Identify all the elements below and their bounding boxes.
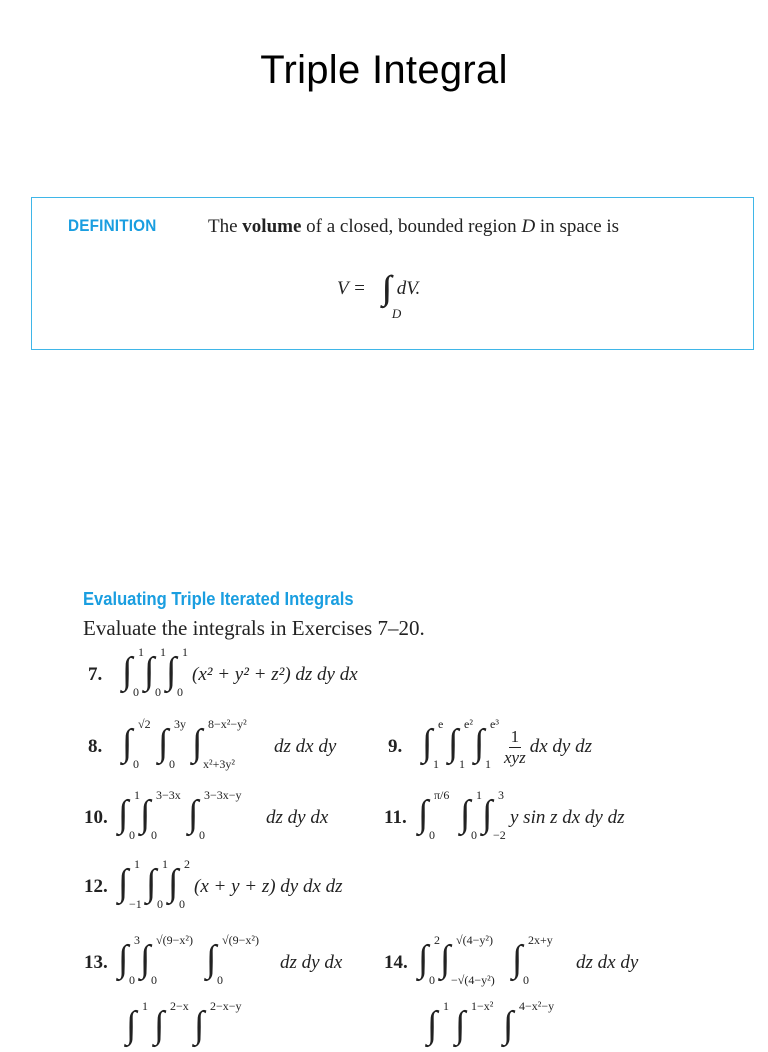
upper-limit: 1 <box>138 645 144 659</box>
integrand: dz dx dy <box>576 952 639 973</box>
lower-limit: 1 <box>485 757 491 771</box>
exercise-number: 11. <box>384 807 407 828</box>
lower-limit: 0 <box>217 973 223 987</box>
integrand: y sin z dx dy dz <box>510 807 625 828</box>
integral-sign: ∫ 2 0 <box>168 857 190 911</box>
integral-sign: ∫ 2−x <box>154 999 189 1046</box>
integral-sign: ∫ 1 <box>427 999 449 1046</box>
lower-limit: 0 <box>429 828 435 842</box>
exercise-7 <box>88 645 358 699</box>
integral-glyph: ∫∫∫ <box>381 270 383 307</box>
upper-limit: 1 <box>142 999 148 1013</box>
exercise-12 <box>84 857 343 911</box>
def-text-part: in space is <box>535 216 620 237</box>
integral-sign: ∫ √(9−x²) 0 <box>140 933 193 987</box>
lower-limit: 0 <box>177 685 183 699</box>
upper-limit: 1 <box>476 788 482 802</box>
upper-limit: √(4−y²) <box>456 933 493 947</box>
upper-limit: 3y <box>174 717 186 731</box>
lower-limit: 0 <box>151 828 157 842</box>
upper-limit: 3−3x <box>156 788 181 802</box>
integral-sign: ∫ 1−x² <box>455 999 494 1046</box>
integral-sign: ∫ 2−x−y <box>194 999 242 1046</box>
integral-sign: ∫ 4−x²−y <box>503 999 555 1046</box>
upper-limit: √(9−x²) <box>156 933 193 947</box>
numerator: 1 <box>510 726 520 746</box>
lower-limit: 0 <box>133 757 139 771</box>
lower-limit: −1 <box>129 897 142 911</box>
integral-sign: ∫ 1 0 <box>460 788 482 842</box>
integral-sign: ∫ 3y 0 <box>158 717 186 771</box>
lower-limit: −√(4−y²) <box>451 973 495 987</box>
integral-sign: ∫ 8−x²−y² x²+3y² <box>192 717 247 771</box>
integral-sign: ∫ 3 −2 <box>482 788 506 842</box>
integral-sign: ∫ 3 0 <box>118 933 140 987</box>
lower-limit: 1 <box>433 757 439 771</box>
upper-limit: 2−x <box>170 999 189 1013</box>
definition-box <box>31 197 754 350</box>
integrand: (x + y + z) dy dx dz <box>194 876 343 897</box>
upper-limit: 2 <box>184 857 190 871</box>
upper-limit: 1−x² <box>471 999 494 1013</box>
exercise-11 <box>384 788 625 842</box>
exercise-number: 10. <box>84 807 108 828</box>
lower-limit: 0 <box>129 828 135 842</box>
exercise-number: 13. <box>84 952 108 973</box>
triple-integral-sign <box>381 270 402 321</box>
upper-limit: e² <box>464 717 473 731</box>
integral-sign: ∫ 2x+y 0 <box>512 933 553 987</box>
exercise-9 <box>388 717 592 771</box>
integral-sign: ∫ √(4−y²) −√(4−y²) <box>440 933 495 987</box>
exercise-13 <box>84 933 343 987</box>
lower-limit: 0 <box>179 897 185 911</box>
denominator: xyz <box>504 747 526 767</box>
integrand: dz dx dy <box>274 736 337 757</box>
def-text-italic: D <box>521 216 536 237</box>
section-heading: Evaluating Triple Iterated Integrals <box>83 589 354 609</box>
upper-limit: √(9−x²) <box>222 933 259 947</box>
definition-label: DEFINITION <box>68 216 157 235</box>
fraction <box>504 727 526 768</box>
formula-lhs: V = <box>337 278 366 299</box>
integral-region: D <box>391 306 402 321</box>
integral-sign: ∫ 1 0 <box>122 645 144 699</box>
integral-sign: ∫ 1 0 <box>146 857 168 911</box>
volume-formula <box>337 270 421 321</box>
upper-limit: e³ <box>490 717 499 731</box>
upper-limit: π/6 <box>434 788 450 802</box>
upper-limit: 3−3x−y <box>204 788 242 802</box>
exercise-number: 14. <box>384 952 408 973</box>
lower-limit: 0 <box>429 973 435 987</box>
integral-sign: ∫ e 1 <box>422 717 444 771</box>
integral-sign: ∫ e³ 1 <box>474 717 499 771</box>
definition-text <box>208 216 619 238</box>
lower-limit: 0 <box>129 973 135 987</box>
upper-limit: 3 <box>498 788 504 802</box>
exercise-number: 8. <box>88 736 103 757</box>
lower-limit: 0 <box>157 897 163 911</box>
section-intro: Evaluate the integrals in Exercises 7–20. <box>83 616 425 640</box>
upper-limit: 1 <box>134 788 140 802</box>
def-text-part: of a closed, bounded region <box>301 216 522 237</box>
exercise-number: 9. <box>388 736 403 757</box>
exercise-15-partial <box>126 999 250 1052</box>
lower-limit: x²+3y² <box>203 757 235 771</box>
upper-limit: 1 <box>134 857 140 871</box>
upper-limit: 1 <box>443 999 449 1013</box>
integral-sign: ∫ π/6 0 <box>418 788 450 842</box>
integral-sign: ∫ 1 0 <box>118 788 140 842</box>
integral-sign: ∫ 3−3x 0 <box>140 788 181 842</box>
lower-limit: 1 <box>459 757 465 771</box>
upper-limit: 1 <box>160 645 166 659</box>
upper-limit: √2 <box>138 717 151 731</box>
lower-limit: 0 <box>523 973 529 987</box>
exercise-10 <box>84 788 329 842</box>
upper-limit: e <box>438 717 444 731</box>
integrand: (x² + y² + z²) dz dy dx <box>192 664 358 685</box>
integral-sign: ∫ 2 0 <box>418 933 440 987</box>
integral-sign: ∫ 1 <box>126 999 148 1046</box>
lower-limit: 0 <box>471 828 477 842</box>
upper-limit: 2x+y <box>528 933 553 947</box>
integral-sign: ∫ 3−3x−y 0 <box>188 788 242 842</box>
lower-limit: 0 <box>169 757 175 771</box>
exercise-number: 7. <box>88 664 103 685</box>
integral-sign: ∫ 1 −1 <box>118 857 142 911</box>
integral-sign: ∫ √(9−x²) 0 <box>206 933 259 987</box>
exercise-16-partial <box>427 999 563 1052</box>
upper-limit: 2−x−y <box>210 999 242 1013</box>
integrand: dz dy dx <box>280 952 343 973</box>
exercise-number: 12. <box>84 876 108 897</box>
upper-limit: 1 <box>182 645 188 659</box>
exercise-8 <box>88 717 337 771</box>
def-text-bold: volume <box>242 216 302 237</box>
upper-limit: 4−x²−y <box>519 999 555 1013</box>
lower-limit: 0 <box>151 973 157 987</box>
lower-limit: 0 <box>199 828 205 842</box>
lower-limit: 0 <box>133 685 139 699</box>
integrand: dx dy dz <box>529 736 592 757</box>
upper-limit: 3 <box>134 933 140 947</box>
slide-title: Triple Integral <box>260 48 508 92</box>
def-text-part: The <box>208 216 243 237</box>
upper-limit: 1 <box>162 857 168 871</box>
integral-sign: ∫ √2 0 <box>122 717 151 771</box>
integral-sign: ∫ e² 1 <box>448 717 473 771</box>
integrand: dz dy dx <box>266 807 329 828</box>
lower-limit: 0 <box>155 685 161 699</box>
upper-limit: 2 <box>434 933 440 947</box>
upper-limit: 8−x²−y² <box>208 717 247 731</box>
exercise-14 <box>384 933 639 987</box>
lower-limit: −2 <box>493 828 506 842</box>
integral-sign: ∫ 1 0 <box>166 645 188 699</box>
formula-rhs: dV. <box>396 278 421 299</box>
integral-sign: ∫ 1 0 <box>144 645 166 699</box>
